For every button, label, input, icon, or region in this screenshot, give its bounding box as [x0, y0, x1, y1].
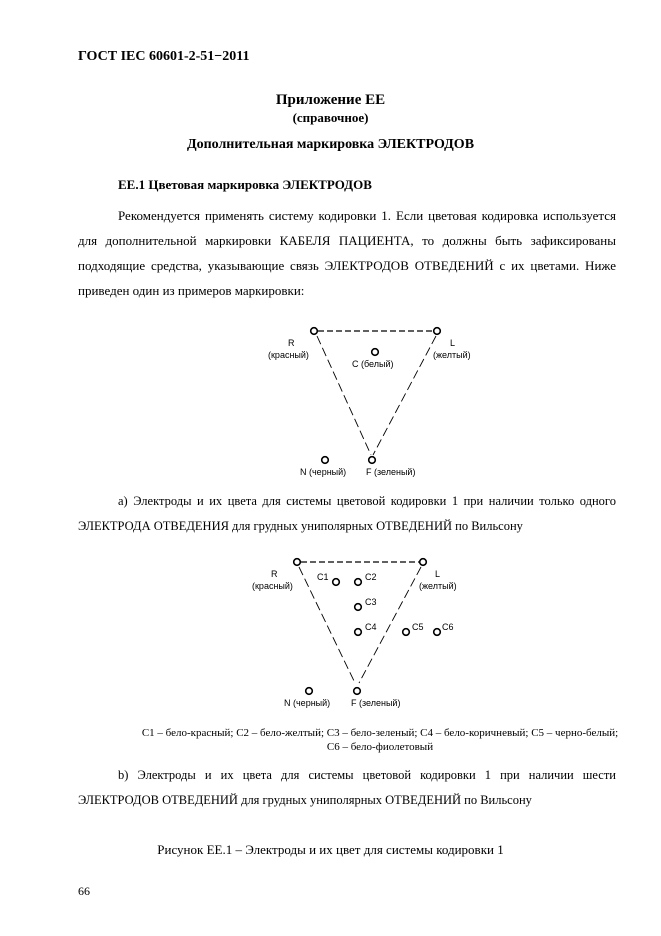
label-r-color: (красный) — [252, 581, 293, 591]
electrode-c1 — [333, 579, 340, 586]
annex-title: Приложение ЕЕ — [275, 92, 386, 108]
label-c5: C5 — [412, 622, 424, 632]
label-c6: C6 — [442, 622, 454, 632]
label-n: N (черный) — [300, 467, 347, 477]
electrode-l — [420, 559, 427, 566]
label-f: F (зеленый) — [366, 467, 416, 477]
label-l-letter: L — [435, 569, 441, 579]
label-r-color: (красный) — [268, 350, 309, 360]
label-c2: C2 — [365, 572, 377, 582]
label-c4: C4 — [365, 622, 377, 632]
annex-main-title: Дополнительная маркировка ЭЛЕКТРОДОВ — [186, 137, 475, 152]
document-header: ГОСТ IEC 60601-2-51−2011 — [78, 49, 250, 64]
figure-b-caption: b) Электроды и их цвета для системы цветовой кодировки 1 при наличии шести ЭЛЕКТРОДОВ ОТВЕДЕНИЙ для грудных униполярных ОТВЕДЕНИЙ по Вильсону — [78, 768, 616, 807]
label-c3: C3 — [365, 597, 377, 607]
page-number: 66 — [78, 884, 90, 898]
electrode-c3 — [355, 604, 362, 611]
label-n: N (черный) — [284, 698, 331, 708]
label-f: F (зеленый) — [351, 698, 401, 708]
figure-a-caption: а) Электроды и их цвета для системы цветовой кодировки 1 при наличии только одного ЭЛЕКТРОДА ОТВЕДЕНИЯ для грудных униполярных ОТВЕДЕНИЙ по Вильсону — [78, 494, 616, 533]
figure-title: Рисунок ЕЕ.1 – Электроды и их цвет для системы кодировки 1 — [157, 842, 504, 857]
label-l-color: (желтый) — [419, 581, 457, 591]
electrode-c5 — [403, 629, 410, 636]
label-l-letter: L — [450, 338, 456, 348]
label-r-letter: R — [288, 338, 295, 348]
section-paragraph: Рекомендуется применять систему кодировки 1. Если цветовая кодировка используется для дополнительной маркировки КАБЕЛЯ ПАЦИЕНТА, то должны быть зафиксированы подходящие средства, указывающие связь ЭЛЕКТРОДОВ ОТВЕДЕНИЙ с их цветами. Ниже приведен один из примеров маркировки: — [78, 208, 616, 298]
figure-b-left-edge — [299, 567, 355, 683]
label-c1: C1 — [317, 572, 329, 582]
label-l-color: (желтый) — [433, 350, 471, 360]
label-c: C (белый) — [352, 359, 394, 369]
electrode-c2 — [355, 579, 362, 586]
electrode-r — [294, 559, 301, 566]
electrode-c6 — [434, 629, 441, 636]
section-title: ЕЕ.1 Цветовая маркировка ЭЛЕКТРОДОВ — [118, 177, 372, 192]
annex-subtitle: (справочное) — [292, 110, 369, 125]
electrode-c4 — [355, 629, 362, 636]
electrode-n — [306, 688, 313, 695]
label-r-letter: R — [271, 569, 278, 579]
figure-b-color-legend: C1 – бело-красный; C2 – бело-желтый; C3 – бело-зеленый; C4 – бело-коричневый; C5 – черно-белый; C6 – бело-фиолетовый — [141, 727, 619, 753]
electrode-f — [354, 688, 361, 695]
